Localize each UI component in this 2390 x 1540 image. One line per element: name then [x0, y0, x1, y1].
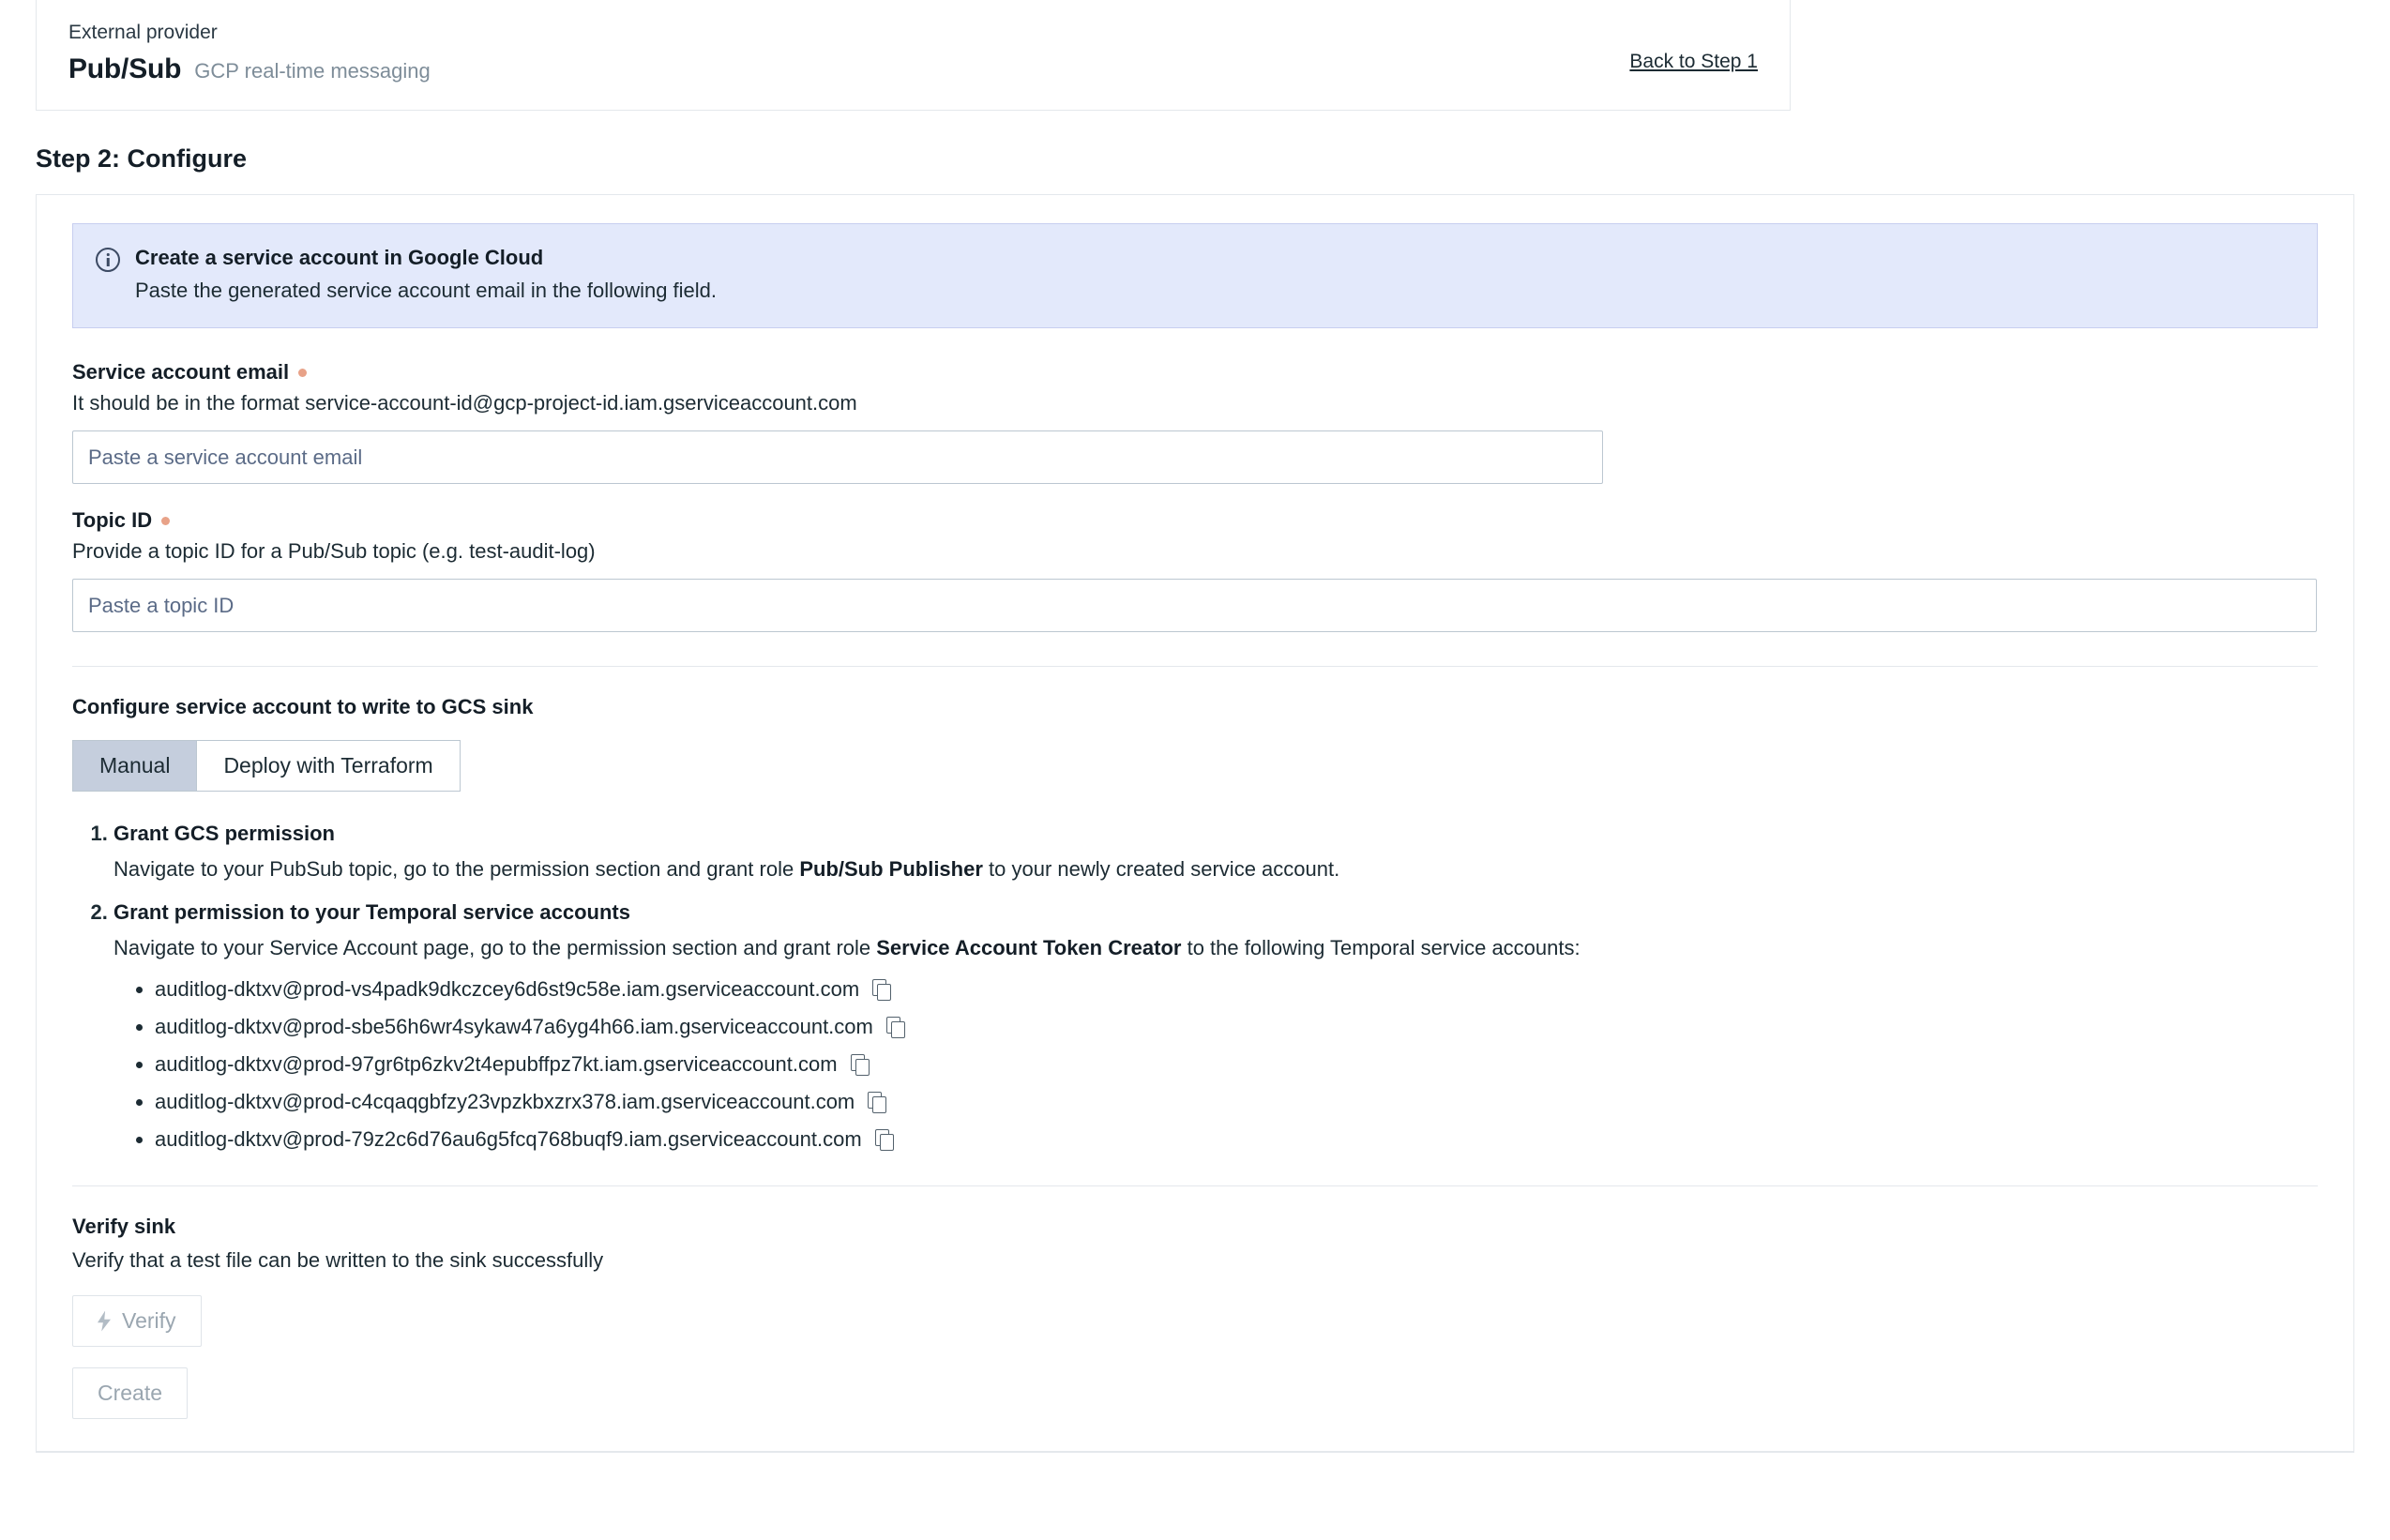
verify-sink-label: Verify sink: [72, 1215, 176, 1238]
divider: [72, 666, 2318, 667]
list-item: [155, 1090, 2318, 1114]
provider-info: [68, 23, 431, 85]
info-banner-body: Paste the generated service account email in the following field.: [135, 279, 718, 302]
info-banner-text: [135, 246, 717, 303]
list-item: [155, 1052, 2318, 1077]
topic-id-input[interactable]: [72, 579, 2317, 632]
topic-id-field-block: [72, 508, 2318, 632]
copy-icon[interactable]: [886, 1017, 905, 1037]
bolt-icon: [98, 1311, 111, 1332]
create-block: [72, 1367, 2318, 1451]
divider: [72, 1185, 2318, 1186]
list-item: [155, 1015, 2318, 1039]
card-bottom-rule: [37, 1451, 2353, 1452]
provider-eyebrow: External provider: [68, 22, 218, 43]
step-2-description: [113, 936, 2318, 960]
provider-subtitle: GCP real-time messaging: [194, 59, 431, 83]
copy-icon[interactable]: [875, 1129, 894, 1150]
copy-icon[interactable]: [868, 1092, 886, 1112]
back-to-step-1-link[interactable]: Back to Step 1: [1629, 51, 1758, 72]
info-circle-icon: [96, 248, 120, 272]
topic-id-help: Provide a topic ID for a Pub/Sub topic (e.g. test-audit-log): [72, 539, 596, 563]
step-2-desc-before: Navigate to your Service Account page, go to the permission section and grant role: [113, 936, 877, 959]
step-2-desc-after: to the following Temporal service accounts:: [1181, 936, 1581, 959]
configure-card: [36, 194, 2354, 1453]
info-banner: [72, 223, 2318, 328]
step-1-desc-role: Pub/Sub Publisher: [799, 857, 983, 881]
create-button[interactable]: [72, 1367, 188, 1419]
provider-title-row: [68, 53, 431, 85]
required-indicator-icon: [298, 369, 307, 377]
service-account-email-field-block: [72, 360, 2318, 484]
verify-sink-block: [72, 1215, 2318, 1347]
tab-manual[interactable]: Manual: [72, 740, 197, 792]
temporal-service-accounts-list: [113, 977, 2318, 1152]
topic-id-label-row: [72, 508, 2318, 533]
step-1-description: [113, 857, 2318, 882]
sink-config-section-label: Configure service account to write to GCS sink: [72, 695, 534, 718]
create-button-label: Create: [98, 1381, 163, 1405]
step-grant-gcs-permission: [113, 822, 2318, 882]
manual-steps-list: [72, 822, 2318, 1152]
sink-config-tabs: [72, 740, 2318, 792]
step-2-desc-role: Service Account Token Creator: [876, 936, 1182, 959]
service-account-value: • auditlog-dktxv@prod-sbe56h6wr4sykaw47a6yg4h66.iam.gserviceaccount.com: [155, 1015, 873, 1038]
provider-header-card: [36, 0, 1791, 111]
step-1-title: Grant GCS permission: [113, 822, 335, 845]
topic-id-label: Topic ID: [72, 508, 153, 532]
service-account-value: • auditlog-dktxv@prod-79z2c6d76au6g5fcq768buqf9.iam.gserviceaccount.com: [155, 1127, 862, 1151]
tab-deploy-with-terraform[interactable]: Deploy with Terraform: [197, 740, 460, 792]
service-account-value: • auditlog-dktxv@prod-c4cqaqgbfzy23vpzkbxzrx378.iam.gserviceaccount.com: [155, 1090, 855, 1113]
service-account-value: • auditlog-dktxv@prod-vs4padk9dkczcey6d6st9c58e.iam.gserviceaccount.com: [155, 977, 860, 1001]
required-indicator-icon: [161, 517, 170, 525]
info-banner-title: Create a service account in Google Cloud: [135, 246, 544, 269]
provider-title: Pub/Sub: [68, 53, 182, 84]
step-1-desc-before: Navigate to your PubSub topic, go to the permission section and grant role: [113, 857, 800, 881]
service-account-email-label-row: [72, 360, 2318, 385]
service-account-email-help: It should be in the format service-account-id@gcp-project-id.iam.gserviceaccount.com: [72, 391, 857, 415]
verify-button-label: Verify: [122, 1308, 176, 1333]
step-grant-temporal-service-accounts: [113, 900, 2318, 1152]
service-account-email-input[interactable]: [72, 430, 1603, 484]
service-account-email-label: Service account email: [72, 360, 290, 384]
verify-button[interactable]: [72, 1295, 202, 1347]
copy-icon[interactable]: [872, 979, 891, 1000]
list-item: [155, 1127, 2318, 1152]
step-2-title: Grant permission to your Temporal service accounts: [113, 900, 630, 924]
step-1-desc-after: to your newly created service account.: [982, 857, 1340, 881]
configure-card-inner: [37, 223, 2353, 1451]
list-item: [155, 977, 2318, 1002]
service-account-value: • auditlog-dktxv@prod-97gr6tp6zkv2t4epubffpz7kt.iam.gserviceaccount.com: [155, 1052, 838, 1076]
page-title: Step 2: Configure: [36, 144, 248, 173]
verify-sink-help: Verify that a test file can be written to the sink successfully: [72, 1248, 604, 1272]
copy-icon[interactable]: [851, 1054, 870, 1075]
